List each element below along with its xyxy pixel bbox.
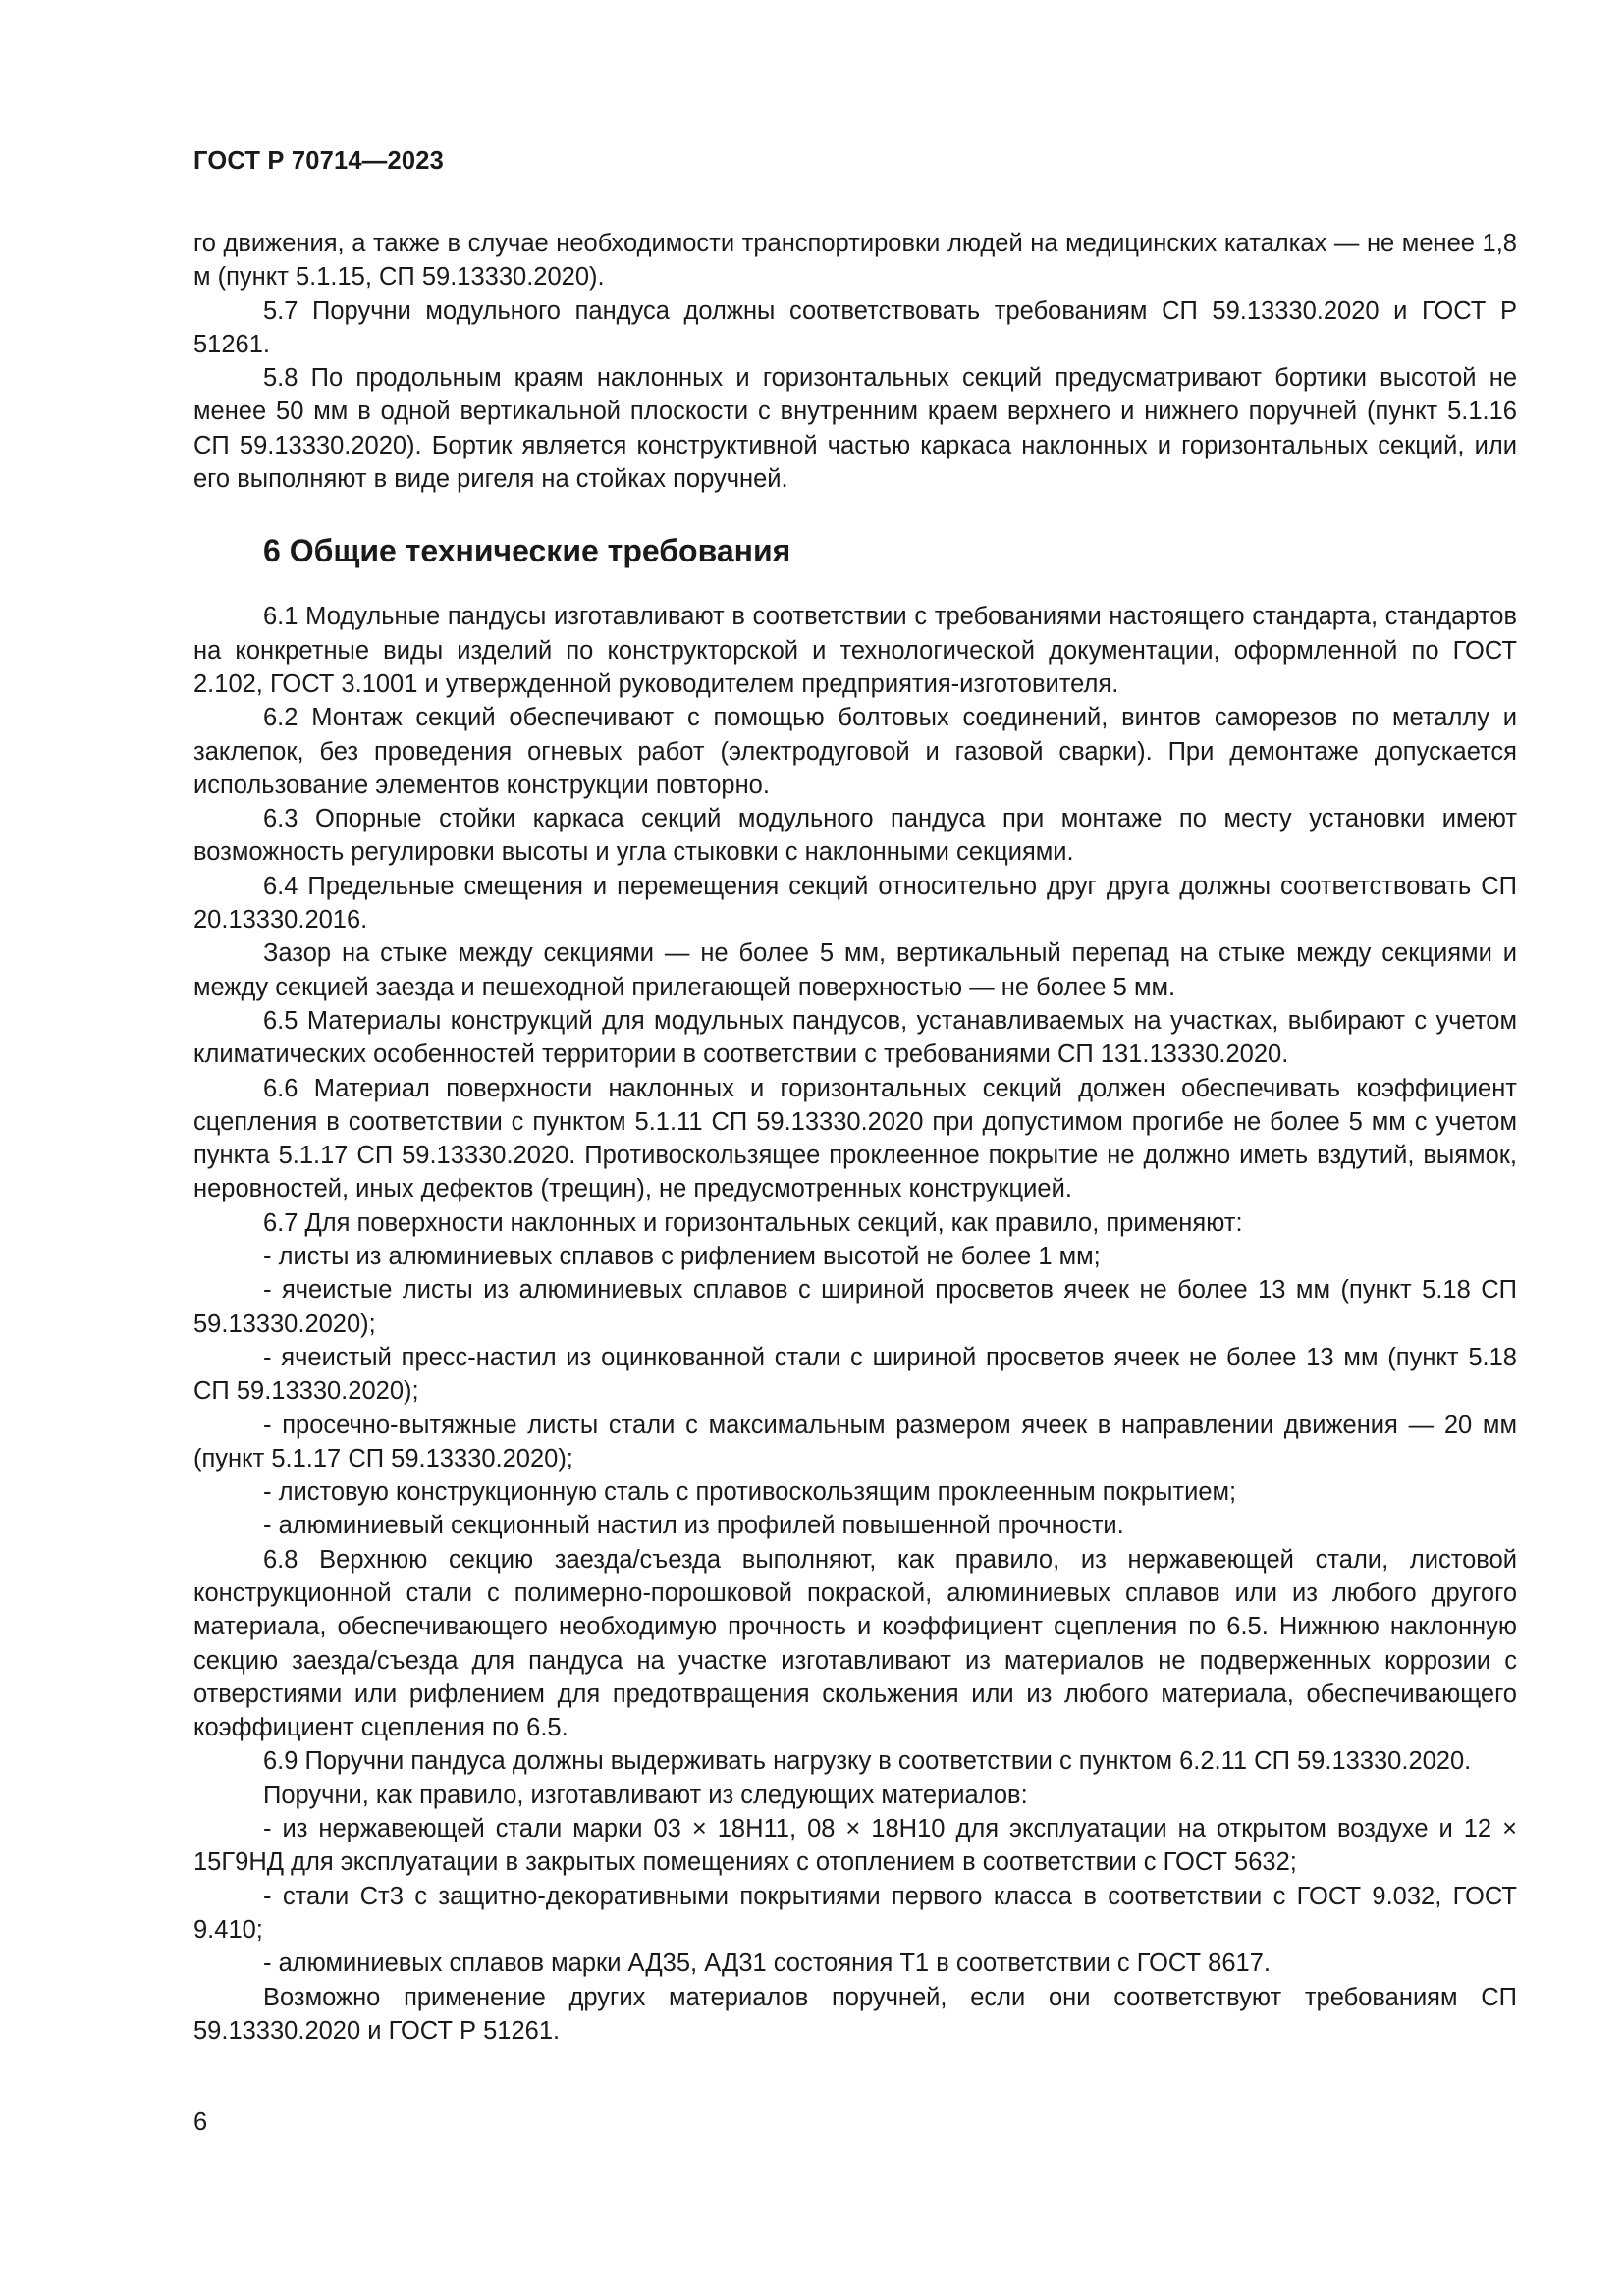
list-item-6-7-1: - листы из алюминиевых сплавов с рифлением высотой не более 1 мм;: [263, 1243, 1101, 1271]
list-item-6-9-3: - алюминиевых сплавов марки АД35, АД31 состояния Т1 в соответствии с ГОСТ 8617.: [263, 1949, 1271, 1978]
list-item-6-7-4: - просечно-вытяжные листы стали с максимальным размером ячеек в направлении движения — 20 мм (пункт 5.1.17 СП 59.13330.2020);: [193, 1411, 1517, 1472]
paragraph-5-7: 5.7 Поручни модульного пандуса должны соответствовать требованиям СП 59.13330.2020 и ГОСТ Р 51261.: [193, 296, 1517, 358]
list-item-6-9-1: - из нержавеющей стали марки 03 × 18Н11, 08 × 18Н10 для эксплуатации на открытом воздухе и 12 × 15Г9НД для эксплуатации в закрытых помещениях с отоплением в соответствии с ГОСТ 5632;: [193, 1815, 1517, 1877]
paragraph-6-4: 6.4 Предельные смещения и перемещения секций относительно друг друга должны соответствовать СП 20.13330.2016.: [193, 872, 1517, 934]
paragraph-6-5: 6.5 Материалы конструкций для модульных пандусов, устанавливаемых на участках, выбирают с учетом климатических особенностей территории в соответствии с требованиями СП 131.13330.2020.: [193, 1006, 1517, 1069]
paragraph-6-3: 6.3 Опорные стойки каркаса секций модульного пандуса при монтаже по месту установки имеют возможность регулировки высоты и угла стыковки с наклонными секциями.: [193, 805, 1517, 867]
paragraph-6-4-gap: Зазор на стыке между секциями — не более 5 мм, вертикальный перепад на стыке между секциями и между секцией заезда и пешеходной прилегающей поверхностью — не более 5 мм.: [193, 939, 1517, 1001]
paragraph-6-9: 6.9 Поручни пандуса должны выдерживать нагрузку в соответствии с пунктом 6.2.11 СП 59.13330.2020.: [263, 1747, 1472, 1776]
page-number: 6: [193, 2109, 208, 2136]
list-item-6-7-3: - ячеистый пресс-настил из оцинкованной стали с шириной просветов ячеек не более 13 мм (пункт 5.18 СП 59.13330.2020);: [193, 1343, 1517, 1406]
paragraph-continuation: го движения, а также в случае необходимости транспортировки людей на медицинских каталках — не менее 1,8 м (пункт 5.1.15, СП 59.13330.2020).: [193, 230, 1517, 292]
section-heading-6: 6 Общие технические требования: [263, 533, 791, 569]
list-item-6-7-2: - ячеистые листы из алюминиевых сплавов с шириной просветов ячеек не более 13 мм (пункт 5.18 СП 59.13330.2020);: [193, 1276, 1517, 1338]
paragraph-6-7: 6.7 Для поверхности наклонных и горизонтальных секций, как правило, применяют:: [263, 1208, 1243, 1237]
list-item-6-7-6: - алюминиевый секционный настил из профилей повышенной прочности.: [263, 1512, 1124, 1540]
paragraph-6-9-other: Возможно применение других материалов поручней, если они соответствуют требованиям СП 59.13330.2020 и ГОСТ Р 51261.: [193, 1983, 1517, 2045]
running-header-doc-code: ГОСТ Р 70714—2023: [193, 147, 445, 175]
document-body: [193, 227, 1517, 2048]
paragraph-5-8: 5.8 По продольным краям наклонных и горизонтальных секций предусматривают бортики высотой не менее 50 мм в одной вертикальной плоскости с внутренним краем верхнего и нижнего поручней (пункт 5.1.16 СП 59.13330.2020). Бортик является конструктивной частью каркаса наклонных и горизонтальных секций, или его выполняют в виде ригеля на стойках поручней.: [193, 364, 1517, 494]
paragraph-6-1: 6.1 Модульные пандусы изготавливают в соответствии с требованиями настоящего стандарта, стандартов на конкретные виды изделий по конструкторской и технологической документации, оформленной по ГОСТ 2.102, ГОСТ 3.1001 и утвержденной руководителем предприятия-изготовителя.: [193, 603, 1517, 698]
paragraph-6-2: 6.2 Монтаж секций обеспечивают с помощью болтовых соединений, винтов саморезов по металлу и заклепок, без проведения огневых работ (электродуговой и газовой сварки). При демонтаже допускается использование элементов конструкции повторно.: [193, 704, 1517, 799]
list-item-6-9-2: - стали Ст3 с защитно-декоративными покрытиями первого класса в соответствии с ГОСТ 9.032, ГОСТ 9.410;: [193, 1882, 1517, 1944]
paragraph-6-8: 6.8 Верхнюю секцию заезда/съезда выполняют, как правило, из нержавеющей стали, листовой конструкционной стали с полимерно-порошковой покраской, алюминиевых сплавов или из любого другого материала, обеспечивающего необходимую прочность и коэффициент сцепления по 6.5. Нижнюю наклонную секцию заезда/съезда для пандуса на участке изготавливают из материалов не подверженных коррозии с отверстиями или рифлением для предотвращения скольжения или из любого материала, обеспечивающего коэффициент сцепления по 6.5.: [193, 1545, 1517, 1742]
paragraph-6-9-materials: Поручни, как правило, изготавливают из следующих материалов:: [263, 1781, 1028, 1809]
paragraph-6-6: 6.6 Материал поверхности наклонных и горизонтальных секций должен обеспечивать коэффициент сцепления в соответствии с пунктом 5.1.11 СП 59.13330.2020 при допустимом прогибе не более 5 мм с учетом пункта 5.1.17 СП 59.13330.2020. Противоскользящее проклеенное покрытие не должно иметь вздутий, выямок, неровностей, иных дефектов (трещин), не предусмотренных конструкцией.: [193, 1074, 1517, 1203]
list-item-6-7-5: - листовую конструкционную сталь с противоскользящим проклеенным покрытием;: [263, 1478, 1237, 1507]
